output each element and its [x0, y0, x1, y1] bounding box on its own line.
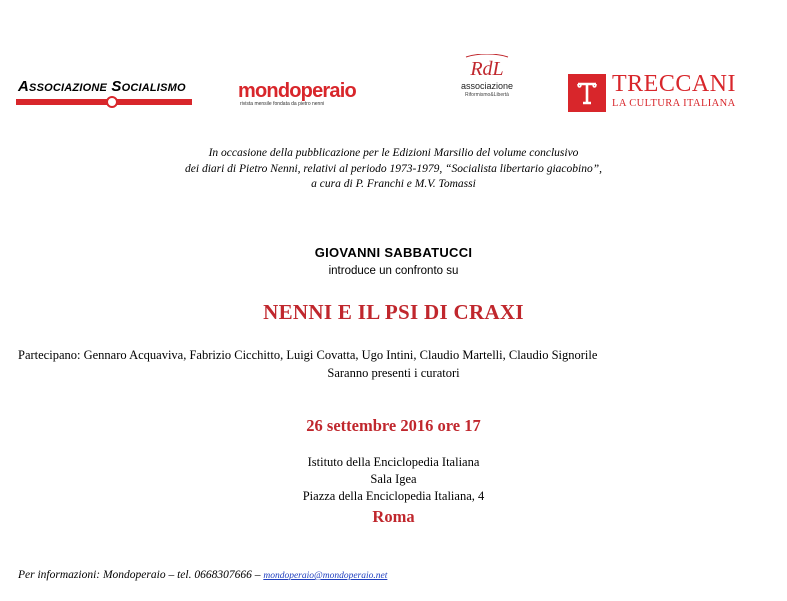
introduces-text: introduce un confronto su	[328, 265, 459, 277]
mondoperaio-logo	[238, 80, 414, 110]
curators-note: Saranno presenti i curatori	[327, 366, 460, 380]
contact-email-link[interactable]: mondoperaio@mondoperaio.net	[263, 571, 388, 581]
socialismo-logo-bar	[16, 99, 192, 105]
rdl-monogram	[462, 54, 512, 80]
rdl-logo-association: associazione	[460, 81, 514, 91]
intro-line: a cura di P. Franchi e M.V. Tomassi	[311, 178, 476, 190]
mondoperaio-logo-title: mondoperaio	[238, 80, 356, 102]
mondoperaio-logo-subtitle: rivista mensile fondata da pietro nenni	[240, 101, 325, 107]
venue-address: Piazza della Enciclopedia Italiana, 4	[302, 489, 485, 503]
treccani-logo-name: TRECCANI	[612, 71, 736, 97]
socialismo-logo-circle	[106, 96, 118, 108]
intro-line: dei diari di Pietro Nenni, relativi al periodo 1973-1979, “Socialista libertario giacobino”,	[185, 162, 602, 175]
event-city: Roma	[372, 507, 415, 526]
rdl-associazione-logo	[452, 54, 522, 102]
venue-institute: Istituto della Enciclopedia Italiana	[307, 455, 480, 469]
speaker-name: GIOVANNI SABBATUCCI	[314, 245, 473, 260]
associazione-socialismo-logo	[16, 78, 192, 112]
treccani-emblem-icon	[568, 74, 606, 112]
event-title: NENNI E IL PSI DI CRAXI	[263, 300, 524, 324]
venue-room: Sala Igea	[370, 472, 417, 486]
rdl-monogram-text: RdL	[470, 58, 504, 80]
contact-footer	[18, 569, 387, 581]
treccani-logo-subtitle: LA CULTURA ITALIANA	[612, 98, 736, 109]
contact-info: Per informazioni: Mondoperaio – tel. 0668307666 –	[18, 569, 264, 581]
event-date: 26 settembre 2016 ore 17	[306, 416, 481, 435]
intro-line: In occasione della pubblicazione per le Edizioni Marsilio del volume conclusivo	[208, 147, 579, 159]
participants-list: Partecipano: Gennaro Acquaviva, Fabrizio Cicchitto, Luigi Covatta, Ugo Intini, Claudio Martelli, Claudio Signorile	[18, 348, 598, 362]
intro-paragraph	[0, 146, 787, 193]
rdl-logo-subtitle: Riformismo&Libertà	[465, 92, 509, 98]
treccani-logo	[568, 71, 738, 112]
socialismo-logo-text: Associazione Socialismo	[18, 78, 186, 95]
